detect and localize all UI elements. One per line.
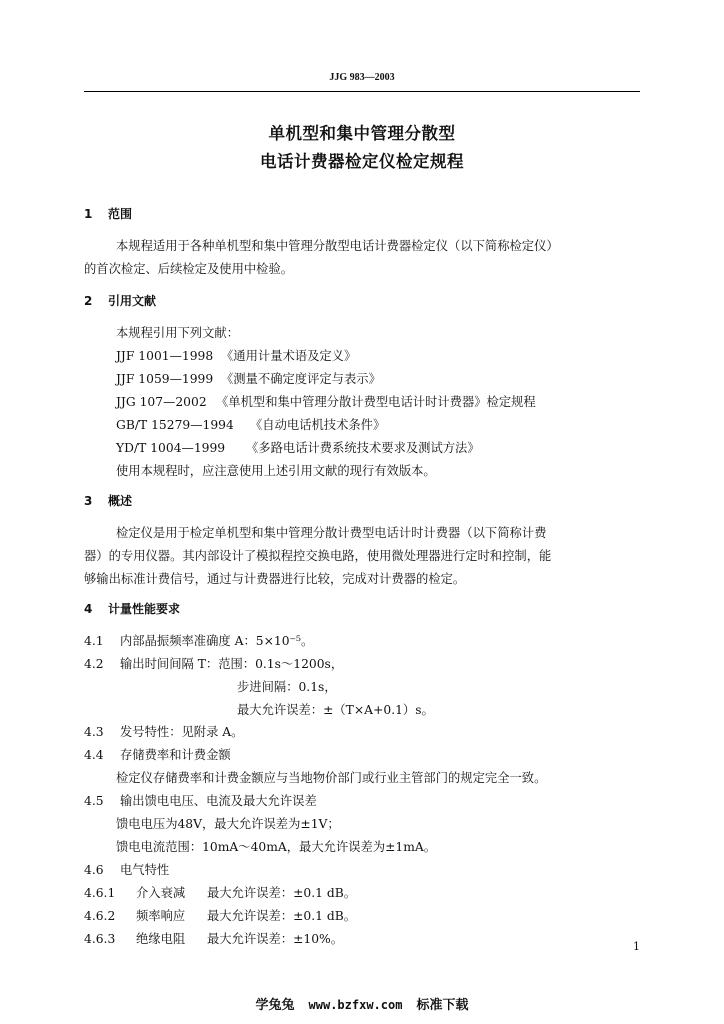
clause-number: 4.4 — [84, 748, 104, 762]
reference-code: JJG 107—2002 — [116, 395, 207, 409]
reference-item — [116, 415, 385, 433]
document-code-header: JJG 983—2003 — [329, 72, 395, 83]
reference-code: YD/T 1004—1999 — [116, 441, 226, 455]
clause-4-6-2 — [84, 906, 356, 924]
clause-text: 输出时间间隔 T：范围：0.1s～1200s， — [120, 657, 344, 671]
clause-number: 4.6.2 — [84, 909, 116, 923]
section-title: 范围 — [108, 207, 133, 221]
clause-4-1 — [84, 631, 313, 649]
clause-text: 存储费率和计费金额 — [120, 748, 231, 762]
section-number: 3 — [84, 494, 93, 508]
section-3-heading — [84, 492, 132, 509]
clause-4-3 — [84, 722, 243, 740]
reference-name: 《自动电话机技术条件》 — [250, 418, 386, 432]
clause-4-4 — [84, 745, 231, 763]
reference-name: 《单机型和集中管理分散计费型电话计时计费器》检定规程 — [216, 395, 536, 409]
clause-text: 输出馈电电压、电流及最大允许误差 — [120, 794, 317, 808]
clause-number: 4.5 — [84, 794, 104, 808]
clause-text: 电气特性 — [120, 863, 170, 877]
reference-code: JJF 1059—1999 — [116, 372, 214, 386]
clause-name: 绝缘电阻 — [136, 932, 186, 946]
section-3-paragraph-line1: 检定仪是用于检定单机型和集中管理分散计费型电话计时计费器（以下简称计费 — [116, 526, 547, 540]
footer-slogan: 标准下载 — [416, 998, 469, 1013]
clause-text: 最大允许误差：±10%。 — [207, 932, 344, 946]
clause-number: 4.6 — [84, 863, 104, 877]
clause-text: 最大允许误差：±0.1 dB。 — [207, 886, 357, 900]
clause-4-5-voltage: 馈电电压为48V，最大允许误差为±1V； — [116, 817, 340, 831]
clause-number: 4.2 — [84, 657, 104, 671]
clause-text: 内部晶振频率准确度 A：5×10⁻⁵。 — [120, 634, 314, 648]
reference-item — [116, 392, 536, 410]
section-number: 4 — [84, 602, 93, 616]
references-note: 使用本规程时，应注意使用上述引用文献的现行有效版本。 — [116, 464, 436, 478]
section-3-paragraph-line3: 够输出标准计费信号，通过与计费器进行比较，完成对计费器的检定。 — [84, 572, 466, 586]
clause-4-5-current: 馈电电流范围：10mA～40mA，最大允许误差为±1mA。 — [116, 840, 437, 854]
clause-4-6-3 — [84, 929, 343, 947]
section-title: 概述 — [108, 494, 133, 508]
reference-name: 《通用计量术语及定义》 — [221, 349, 357, 363]
reference-item — [116, 369, 381, 387]
clause-name: 介入衰减 — [136, 886, 186, 900]
clause-4-5 — [84, 791, 317, 809]
section-2-heading — [84, 292, 156, 309]
clause-name: 频率响应 — [136, 909, 186, 923]
section-title: 计量性能要求 — [108, 602, 181, 616]
clause-number: 4.1 — [84, 634, 104, 648]
section-4-heading — [84, 600, 180, 617]
document-title-line2: 电话计费器检定仪检定规程 — [260, 152, 464, 171]
clause-4-2-step: 步进间隔：0.1s， — [237, 680, 337, 694]
section-title: 引用文献 — [108, 294, 157, 308]
reference-item — [116, 346, 356, 364]
footer-site-name: 学兔兔 — [255, 998, 295, 1013]
section-number: 1 — [84, 207, 93, 221]
clause-4-6-1 — [84, 883, 356, 901]
clause-number: 4.6.3 — [84, 932, 116, 946]
section-1-paragraph-line2: 的首次检定、后续检定及使用中检验。 — [84, 262, 294, 276]
section-number: 2 — [84, 294, 93, 308]
section-1-heading — [84, 205, 132, 222]
reference-code: GB/T 15279—1994 — [116, 418, 234, 432]
reference-code: JJF 1001—1998 — [116, 349, 214, 363]
clause-number: 4.6.1 — [84, 886, 116, 900]
footer-url[interactable]: www.bzfxw.com — [308, 998, 403, 1012]
page-number: 1 — [633, 940, 640, 953]
references-intro: 本规程引用下列文献： — [116, 326, 239, 340]
clause-4-2-mpe: 最大允许误差：±（T×A+0.1）s。 — [237, 703, 434, 717]
reference-item — [116, 438, 480, 456]
clause-text: 最大允许误差：±0.1 dB。 — [207, 909, 357, 923]
section-1-paragraph-line1: 本规程适用于各种单机型和集中管理分散型电话计费器检定仪（以下简称检定仪） — [116, 239, 559, 253]
reference-name: 《测量不确定度评定与表示》 — [221, 372, 381, 386]
document-title-line1: 单机型和集中管理分散型 — [268, 124, 456, 143]
clause-4-4-body: 检定仪存储费率和计费金额应与当地物价部门或行业主管部门的规定完全一致。 — [116, 771, 547, 785]
clause-4-2 — [84, 654, 343, 672]
clause-number: 4.3 — [84, 725, 104, 739]
clause-text: 发号特性：见附录 A。 — [120, 725, 244, 739]
watermark-footer — [0, 994, 724, 1013]
section-3-paragraph-line2: 器）的专用仪器。其内部设计了模拟程控交换电路，使用微处理器进行定时和控制，能 — [84, 549, 552, 563]
reference-name: 《多路电话计费系统技术要求及测试方法》 — [246, 441, 480, 455]
header-rule — [84, 91, 640, 92]
clause-4-6 — [84, 860, 169, 878]
